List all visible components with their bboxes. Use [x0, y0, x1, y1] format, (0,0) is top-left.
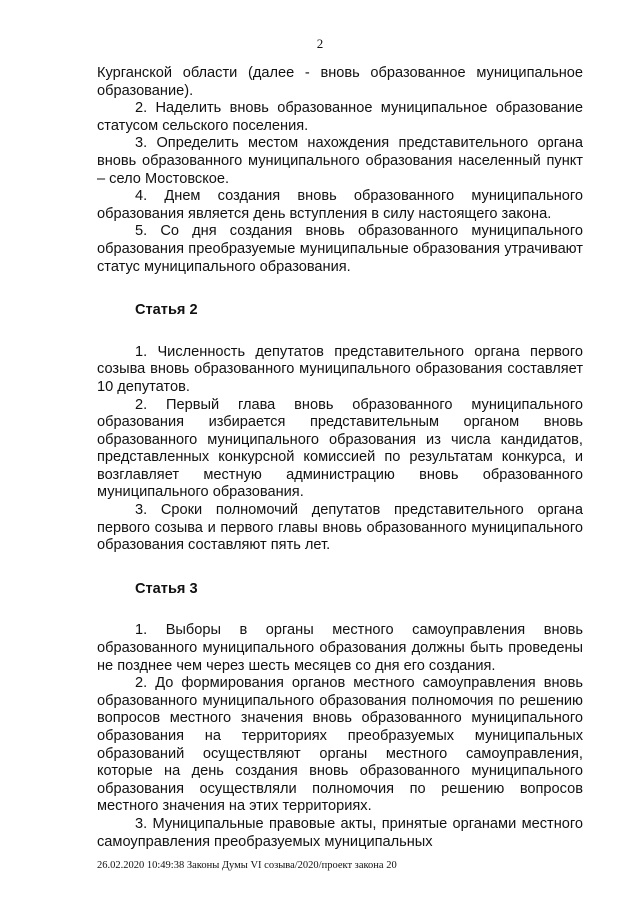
paragraph: 1. Выборы в органы местного самоуправления вновь образованного муниципального образования должны быть проведены не позднее чем через шесть месяцев со дня его создания.: [97, 622, 583, 674]
document-footer: 26.02.2020 10:49:38 Законы Думы VI созыва/2020/проект закона 20: [97, 860, 397, 871]
paragraph: 2. Наделить вновь образованное муниципальное образование статусом сельского поселения.: [97, 100, 583, 134]
paragraph: 5. Со дня создания вновь образованного муниципального образования преобразуемые муниципальные образования утрачивают статус муниципального образования.: [97, 223, 583, 275]
paragraph: 2. Первый глава вновь образованного муниципального образования избирается представительным органом вновь образованного муниципального образования из числа кандидатов, представленных конкурсной комиссией по результатам конкурса, и возглавляет местную администрацию вновь образованного муниципального образования.: [97, 396, 583, 501]
paragraph: 3. Сроки полномочий депутатов представительного органа первого созыва и первого главы вновь образованного муниципального образования составляют пять лет.: [97, 502, 583, 554]
page-number: 2: [316, 36, 324, 51]
paragraph: 1. Численность депутатов представительного органа первого созыва вновь образованного муниципального образования составляет 10 депутатов.: [97, 343, 583, 395]
document-body: [97, 65, 583, 851]
paragraph: Курганской области (далее - вновь образованное муниципальное образование).: [97, 65, 583, 99]
paragraph: 3. Муниципальные правовые акты, принятые органами местного самоуправления преобразуемых муниципальных: [97, 815, 583, 850]
paragraph: 4. Днем создания вновь образованного муниципального образования является день вступления в силу настоящего закона.: [97, 188, 583, 222]
article-3-heading: Статья 3: [135, 580, 198, 597]
article-2-heading: Статья 2: [135, 302, 198, 319]
paragraph: 3. Определить местом нахождения представительного органа вновь образованного муниципального образования населенный пункт – село Мостовское.: [97, 135, 583, 187]
paragraph: 2. До формирования органов местного самоуправления вновь образованного муниципального образования полномочия по решению вопросов местного значения вновь образованного муниципального образования на территориях преобразуемых муниципальных образований осуществляют органы местного самоуправления, которые на день создания вновь образованного муниципального образования осуществляли полномочия по решению вопросов местного значения на этих территориях.: [97, 675, 583, 815]
